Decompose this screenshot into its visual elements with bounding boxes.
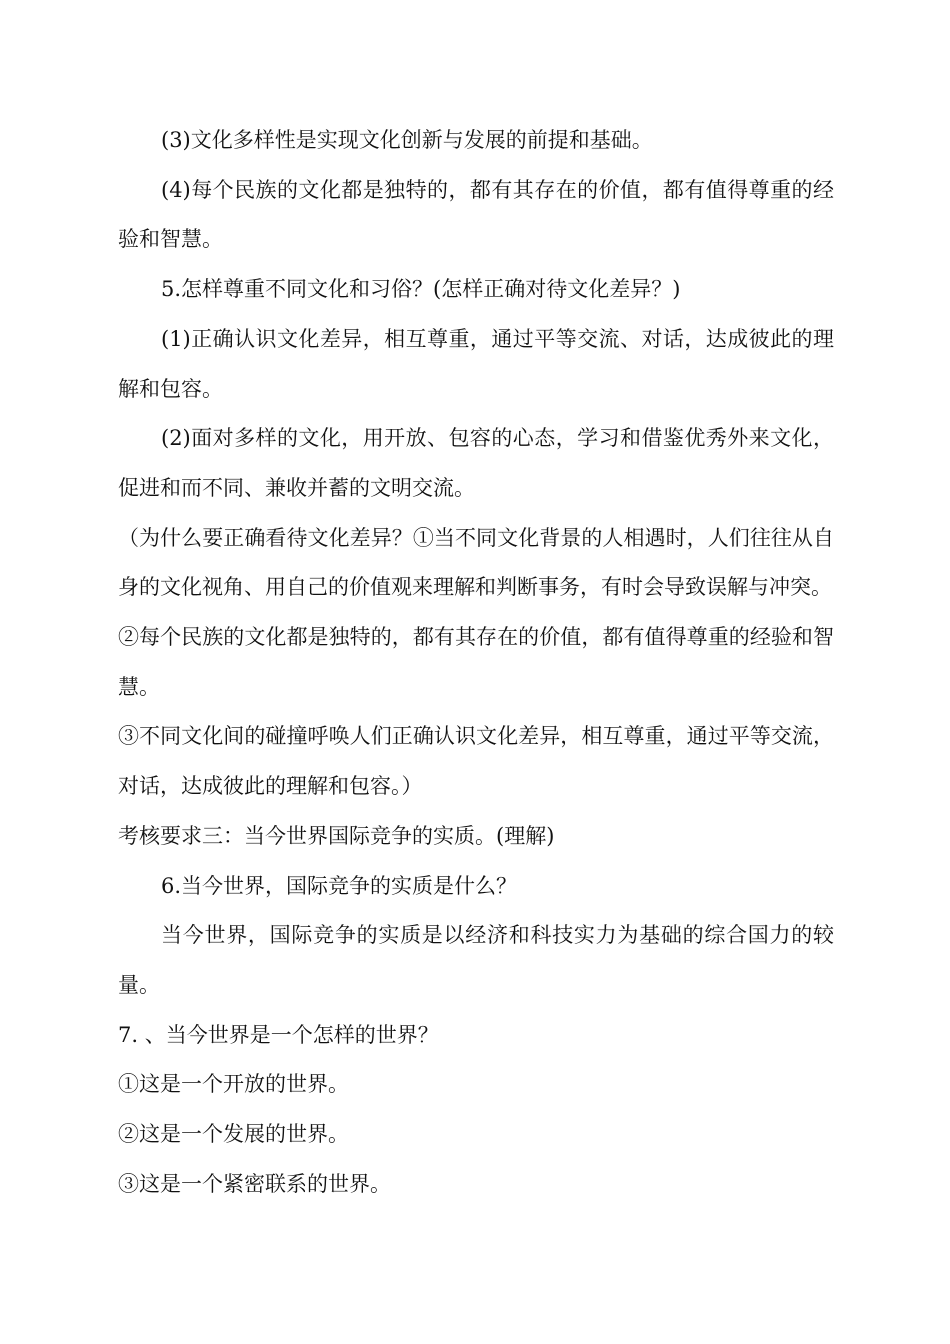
assessment-requirement-3: 考核要求三：当今世界国际竞争的实质。(理解) — [118, 823, 555, 848]
document-body — [118, 116, 834, 1209]
answer-7-point-2: ②这是一个发展的世界。 — [118, 1122, 349, 1147]
question-5-heading: 5.怎样尊重不同文化和习俗？(怎样正确对待文化差异？) — [161, 277, 681, 302]
paragraph-3-diversity: (3)文化多样性是实现文化创新与发展的前提和基础。 — [161, 128, 653, 152]
note-point-3: ③不同文化间的碰撞呼唤人们正确认识文化差异，相互尊重，通过平等交流，对话，达成彼此的理解和包容。） — [118, 724, 834, 799]
paragraph-4-unique-culture: (4)每个民族的文化都是独特的，都有其存在的价值，都有值得尊重的经验和智慧。 — [118, 177, 834, 252]
note-why-cultural-difference: （为什么要正确看待文化差异？①当不同文化背景的人相遇时，人们往往从自身的文化视角、用自己的价值观来理解和判断事务，有时会导致误解与冲突。 — [118, 525, 834, 600]
note-point-2: ②每个民族的文化都是独特的，都有其存在的价值，都有值得尊重的经验和智慧。 — [118, 625, 834, 699]
question-6-heading: 6.当今世界，国际竞争的实质是什么？ — [161, 873, 518, 898]
answer-7-point-3: ③这是一个紧密联系的世界。 — [118, 1171, 391, 1196]
answer-5-point-1: (1)正确认识文化差异，相互尊重，通过平等交流、对话，达成彼此的理解和包容。 — [118, 326, 834, 401]
answer-7-point-1: ①这是一个开放的世界。 — [118, 1072, 349, 1097]
answer-6: 当今世界，国际竞争的实质是以经济和科技实力为基础的综合国力的较量。 — [118, 923, 834, 997]
answer-5-point-2: (2)面对多样的文化，用开放、包容的心态，学习和借鉴优秀外来文化，促进和而不同、兼收并蓄的文明交流。 — [118, 426, 834, 500]
question-7-heading: 7. 、当今世界是一个怎样的世界？ — [118, 1022, 439, 1047]
